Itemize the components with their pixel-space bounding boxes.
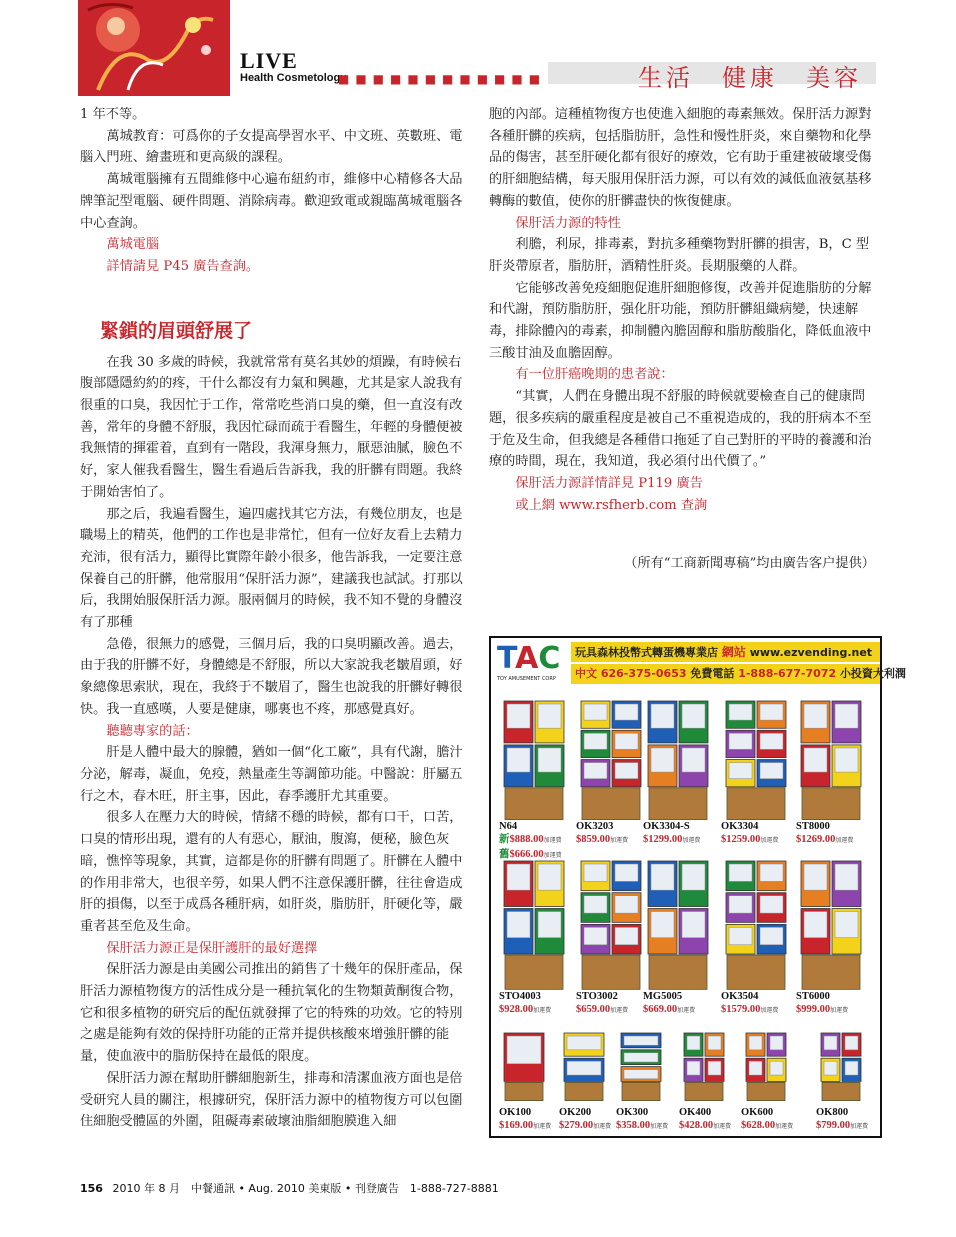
vending-machine-image (816, 1028, 866, 1098)
article-paragraph: 在我 30 多歲的時候，我就常常有莫名其妙的煩躁，有時候右腹部隱隱約約的疼，干什么都沒有力氣和興趣，尤其是家人說我有很重的口臭，我因忙于工作，常常吃些消口臭的藥，但一直沒有改善，常年的身體不舒服，我因忙碌而疏于看醫生，年輕的身體便被我無情的揮霍着，直到有一階段，我渾身無力，厭惡油膩，臉色不好，家人催我看醫生，醫生看過后告訴我，我的肝髒有問題。我終于開始害怕了。 (80, 354, 463, 500)
product-label (796, 990, 848, 1018)
product-label (721, 820, 778, 848)
footer-text: 2010 年 8 月 中餐通訊 • Aug. 2010 美東版 • 刊登廣告 1-888-727-8881 (112, 1182, 499, 1195)
product-model: ST6000 (796, 991, 830, 1002)
right-paragraph: 它能够改善免疫細胞促進肝細胞修復，改善并促進脂肪的分解和代謝，預防脂肪肝，强化肝功能，預防肝髒組織病變，快速解毒，排除體內的毒素，抑制體內膽固醇和脂肪酸脂化，降低血液中三酸甘油及血膽固醇。 (489, 280, 872, 361)
ad-url[interactable]: www.ezvending.net (749, 646, 873, 659)
shipping-note: 加運費 (713, 1124, 732, 1130)
product-model: OK100 (499, 1107, 532, 1118)
product-model: OK600 (741, 1107, 774, 1118)
right-subheading: 保肝活力源詳情詳見 P119 廣告 (515, 475, 703, 491)
shipping-note: 加運費 (682, 838, 701, 844)
vending-machine-image (499, 696, 569, 818)
product-label (796, 820, 853, 848)
ad-phone: 626-375-0653 (600, 667, 687, 680)
ad-slogan: 小投資大利潤 (839, 667, 906, 680)
product-label (816, 1106, 868, 1134)
vending-machine-image (741, 1028, 791, 1098)
product-label (679, 1106, 731, 1134)
product-label (499, 990, 551, 1018)
tac-letter: T (497, 641, 516, 676)
right-paragraph: 胞的內部。這種植物復方也使進入細胞的毒素無效。保肝活力源對各種肝髒的疾病，包括脂肪肝，急性和慢性肝炎，來自藥物和化學品的傷害，甚至肝硬化都有很好的療效，它有助于重建被破壞受傷的肝細胞結構，每天服用保肝活力源，可以有效的減低血液氨基移轉酶的數值，使你的肝髒盡快的恢復健康。 (489, 107, 872, 209)
vending-machine-image (796, 696, 866, 818)
product-model: OK3504 (721, 991, 759, 1002)
tac-logo-text (497, 641, 560, 676)
right-paragraph: “其實，人們在身體出現不舒服的時候就要檢查自己的健康問題，很多疾病的嚴重程度是被自己不重視造成的，我的肝病本不至于危及生命，但我總是各種借口拖延了自己對肝的平時的養護和治療的時間，現在，我知道，我必須付出代價了。” (489, 389, 872, 470)
left-column (80, 104, 472, 1133)
product-price: $659.00 (576, 1004, 611, 1015)
article-paragraph: 保肝活力源在幫助肝髒細胞新生，排毒和清潔血液方面也是倍受研究人員的關注，根據研究，保肝活力源中的植物復方可以包圍住細胞受體區的外圍，阻礙毒素破壞油脂細胞膜進入細 (80, 1070, 463, 1130)
vending-machine-image (499, 856, 569, 988)
vending-machine-image (616, 1028, 666, 1098)
shipping-note: 加運費 (543, 853, 562, 859)
product-condition: 新 (499, 834, 510, 845)
product-price: $1299.00 (643, 834, 683, 845)
product-label (499, 1106, 551, 1134)
vending-machine-image (499, 1028, 549, 1098)
ad-store-line (571, 642, 880, 662)
shipping-note: 加運費 (775, 1124, 794, 1130)
vending-machine-image (576, 856, 646, 988)
article-paragraph: 肝是人體中最大的腺體，猶如一個“化工廠”，具有代謝，膽汁分泌，解毒，凝血，免疫，熱量產生等調節功能。中醫說：肝屬五行之木，春木旺，肝主事，因此，春季護肝尤其重要。 (80, 745, 463, 804)
product-price: $428.00 (679, 1120, 714, 1131)
shipping-note: 加運費 (677, 1008, 696, 1014)
product-model: STO3002 (576, 991, 618, 1002)
intro-paragraph: 萬城教育：可爲你的子女提高學習水平、中文班、英數班、電腦入門班、繪畫班和更高級的課程。 (80, 128, 463, 166)
right-subheading: 保肝活力源的特性 (515, 215, 621, 231)
shipping-note: 加運費 (593, 1124, 612, 1130)
intro-subheading: 萬城電腦 (106, 237, 160, 253)
product-label (576, 990, 628, 1018)
product-label (741, 1106, 793, 1134)
product-price: $1269.00 (796, 834, 836, 845)
product-price: $888.00 (509, 834, 544, 845)
shipping-note: 加運費 (533, 1124, 552, 1130)
right-paragraph: 利膽，利尿，排毒素，對抗多種藥物對肝髒的損害，B，C 型肝炎帶原者，脂肪肝，酒精性肝炎。長期服藥的人群。 (489, 237, 870, 274)
section-logo (78, 0, 230, 96)
article-paragraph: 急倦，很無力的感覺，三個月后，我的口臭明顯改善。過去，由于我的肝髒不好，身體總是不舒服，所以大家說我老皺眉頭，好象總像思索狀，現在，我終于不皺眉了，醫生也說我的肝髒好轉很快。我一直感嘆，人要是健康，哪裏也不疼，那感覺真好。 (80, 636, 463, 717)
advertorial-credit: （所有“工商新聞專稿”均由廣告客户提供） (624, 556, 875, 571)
product-model: OK3304 (721, 821, 759, 832)
vending-machine-image (643, 696, 713, 818)
header-dots: ■■■■■■■■■■■■ (338, 72, 547, 86)
product-model: N64 (499, 821, 518, 832)
tac-letter: C (538, 641, 561, 676)
article-subheading: 聽聽專家的話： (106, 723, 199, 739)
article-paragraph: 保肝活力源是由美國公司推出的銷售了十幾年的保肝產品，保肝活力源植物復方的活性成分是一種抗氧化的生物類黃酮復合物，它和很多植物的研究后的配伍就發揮了它的特殊的功效。它的特別之處是能夠有效的保持肝功能的正常并提供核酸來增強肝髒的能量，使血液中的脂肪保持在最低的限度。 (80, 962, 463, 1065)
vending-machine-image (721, 696, 791, 818)
shipping-note: 加運費 (610, 1008, 629, 1014)
shipping-note: 加運費 (610, 838, 629, 844)
shipping-note: 加運費 (543, 838, 562, 844)
product-price: $666.00 (509, 849, 544, 860)
article-headline: 緊鎖的眉頭舒展了 (100, 319, 253, 342)
shipping-note: 加運費 (830, 1008, 849, 1014)
ad-tollfree: 1-888-677-7072 (738, 667, 837, 680)
intro-subheading: 詳情請見 P45 廣告查詢。 (106, 258, 260, 274)
product-model: MG5005 (643, 991, 683, 1002)
vending-machine-ad (489, 636, 906, 1138)
left-intro (80, 104, 472, 278)
vending-machine-image (796, 856, 866, 988)
product-price: $1579.00 (721, 1004, 761, 1015)
product-price: $859.00 (576, 834, 611, 845)
product-label (576, 820, 628, 848)
ad-web-label: 網站 (721, 645, 746, 659)
article-paragraph: 那之后，我遍看醫生，遍四處找其它方法，有幾位朋友，也是職場上的精英，他們的工作也是非常忙，但有一位好友看上去精力充沛，很有活力，顯得比實際年齡小很多，他告訴我，一定要注意保養自己的肝髒，他常服用“保肝活力源”，建議我也試試。打那以后，我開始服保肝活力源。服兩個月的時候，我不知不覺的身體沒有了那種 (80, 506, 463, 631)
product-condition: 舊 (499, 849, 510, 860)
product-label (643, 820, 700, 848)
article-body (80, 352, 472, 1133)
shipping-note: 加運費 (650, 1124, 669, 1130)
ad-phone-line (571, 664, 906, 684)
ad-lang: 中文 (575, 667, 597, 680)
product-price: $999.00 (796, 1004, 831, 1015)
product-price: $928.00 (499, 1004, 534, 1015)
product-model: ST8000 (796, 821, 830, 832)
product-model: OK800 (816, 1107, 849, 1118)
vending-machine-image (559, 1028, 609, 1098)
product-model: OK3203 (576, 821, 614, 832)
product-model: OK200 (559, 1107, 592, 1118)
product-label (559, 1106, 611, 1134)
ad-free-label: 免費電話 (690, 667, 735, 680)
article-paragraph: 很多人在壓力大的時候，情緒不穩的時候，都有口干，口苦，口臭的情形出現，還有的人有惡心，厭油，腹瀉，便秘，臉色灰暗，憔悴等現象，其實，這都是你的肝髒有問題了。肝髒在人體中的作用非常大，也很辛勞，如果人們不注意保護肝髒，往往會造成肝的損傷，以至于成爲各種肝病，如肝炎，脂肪肝，肝硬化等，嚴重者甚至危及生命。 (80, 810, 463, 934)
intro-paragraph: 萬城電腦擁有五間維修中心遍布紐約市，維修中心精修各大品牌筆記型電腦、硬件問題、消除病毒。歡迎致電或親臨萬城電腦各中心查詢。 (80, 172, 463, 231)
product-label (721, 990, 778, 1018)
page-footer (80, 1180, 499, 1196)
product-model: OK3304-S (643, 821, 690, 832)
tac-letter: A (515, 641, 539, 676)
shipping-note: 加運費 (760, 838, 779, 844)
vending-machine-image (721, 856, 791, 988)
tac-logo-subtitle: TOY AMUSEMENT CORP (497, 676, 556, 682)
ad-store-name: 玩具森林投幣式轉蛋機專業店 (575, 646, 718, 659)
product-price: $279.00 (559, 1120, 594, 1131)
right-column (489, 104, 879, 516)
tac-logo (497, 642, 567, 686)
section-subtitle: Health Cosmetology (240, 72, 347, 84)
page-number: 156 (80, 1182, 103, 1195)
header-category: 生活 健康 美容 (638, 64, 862, 92)
vending-machine-image (679, 1028, 729, 1098)
product-model: OK400 (679, 1107, 712, 1118)
shipping-note: 加運費 (850, 1124, 869, 1130)
product-price: $358.00 (616, 1120, 651, 1131)
shipping-note: 加運費 (835, 838, 854, 844)
right-subheading: 有一位肝癌晚期的患者說： (515, 367, 674, 383)
intro-paragraph: 1 年不等。 (80, 107, 146, 122)
decorative-figure-icon (78, 0, 230, 96)
article-subheading: 保肝活力源正是保肝護肝的最好選擇 (106, 940, 318, 956)
product-price: $1259.00 (721, 834, 761, 845)
product-label (616, 1106, 668, 1134)
product-price: $169.00 (499, 1120, 534, 1131)
product-label (643, 990, 695, 1018)
vending-machine-image (576, 696, 646, 818)
product-model: OK300 (616, 1107, 649, 1118)
section-title: LIVE (240, 48, 298, 73)
shipping-note: 加運費 (760, 1008, 779, 1014)
vending-machine-image (643, 856, 713, 988)
product-price: $799.00 (816, 1120, 851, 1131)
shipping-note: 加運費 (533, 1008, 552, 1014)
right-subheading: 或上網 www.rsfherb.com 查詢 (515, 497, 708, 513)
product-price: $669.00 (643, 1004, 678, 1015)
product-price: $628.00 (741, 1120, 776, 1131)
product-model: STO4003 (499, 991, 541, 1002)
ad-header (491, 638, 906, 690)
